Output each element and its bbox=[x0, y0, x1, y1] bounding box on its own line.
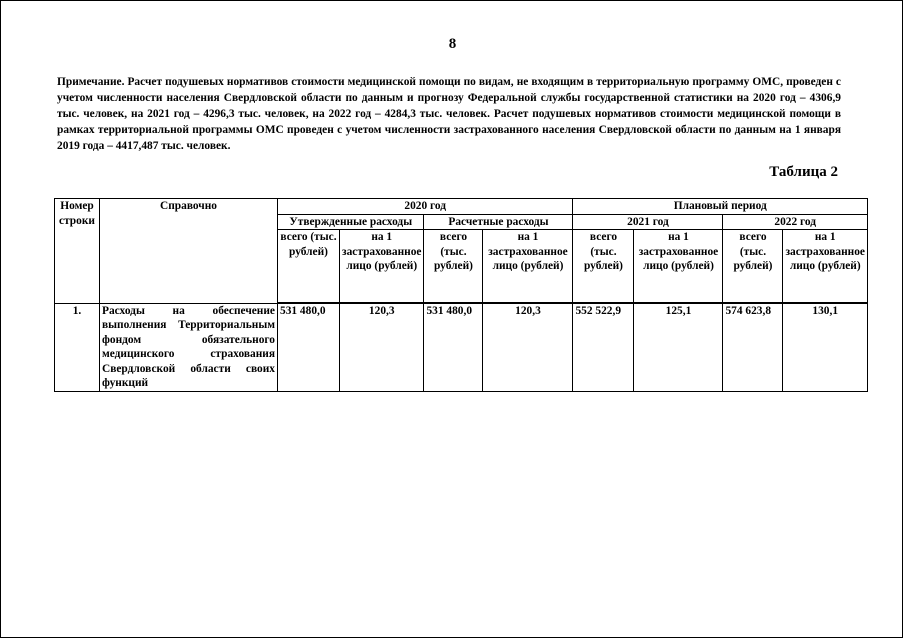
header-year-2021: 2021 год bbox=[573, 214, 723, 230]
cell-estimated-total: 531 480,0 bbox=[424, 303, 483, 391]
header-total-2021: всего (тыс. рублей) bbox=[573, 230, 634, 304]
header-reference: Справочно bbox=[100, 199, 278, 304]
table-row bbox=[55, 303, 868, 391]
header-per-insured-2022: на 1 застрахованное лицо (рублей) bbox=[783, 230, 867, 304]
header-planned-period: Плановый период bbox=[573, 199, 867, 215]
header-approved-expenses: Утвержденные расходы bbox=[278, 214, 424, 230]
header-total-2022: всего (тыс. рублей) bbox=[723, 230, 783, 304]
cell-2021-total: 552 522,9 bbox=[573, 303, 634, 391]
cell-2021-per-insured: 125,1 bbox=[634, 303, 723, 391]
header-year-2020: 2020 год bbox=[278, 199, 573, 215]
header-total-approved: всего (тыс. рублей) bbox=[278, 230, 340, 304]
cell-2022-total: 574 623,8 bbox=[723, 303, 783, 391]
header-per-insured-approved: на 1 застрахованное лицо (рублей) bbox=[340, 230, 424, 304]
header-per-insured-estimated: на 1 застрахованное лицо (рублей) bbox=[483, 230, 573, 304]
header-year-2022: 2022 год bbox=[723, 214, 867, 230]
table-caption: Таблица 2 bbox=[769, 164, 838, 180]
header-total-estimated: всего (тыс. рублей) bbox=[424, 230, 483, 304]
header-estimated-expenses: Расчетные расходы bbox=[424, 214, 573, 230]
header-per-insured-2021: на 1 застрахованное лицо (рублей) bbox=[634, 230, 723, 304]
page-number: 8 bbox=[448, 36, 457, 52]
note-paragraph: Примечание. Расчет подушевых нормативов стоимости медицинской помощи по видам, не входящим в территориальную программу ОМС, проведен с учетом численности населения Свердловской области по данным и прогнозу Федеральной службы государственной статистики на 2020 год – 4306,9 тыс. человек, на 2021 год – 4296,3 тыс. человек, на 2022 год – 4284,3 тыс. человек. Расчет подушевых нормативов стоимости медицинской помощи в рамках территориальной программы ОМС проведен с учетом численности застрахованного населения Свердловской области по данным на 1 января 2019 года – 4417,487 тыс. человек. bbox=[57, 76, 841, 152]
header-row-1 bbox=[55, 199, 868, 215]
cell-approved-per-insured: 120,3 bbox=[340, 303, 424, 391]
row-number: 1. bbox=[55, 303, 100, 391]
row-description: Расходы на обеспечение выполнения Территориальным фондом обязательного медицинского страхования Свердловской области своих функций bbox=[100, 303, 278, 391]
cell-approved-total: 531 480,0 bbox=[278, 303, 340, 391]
header-row-number: Номер строки bbox=[55, 199, 100, 304]
expenses-table bbox=[54, 198, 868, 392]
cell-2022-per-insured: 130,1 bbox=[783, 303, 867, 391]
cell-estimated-per-insured: 120,3 bbox=[483, 303, 573, 391]
